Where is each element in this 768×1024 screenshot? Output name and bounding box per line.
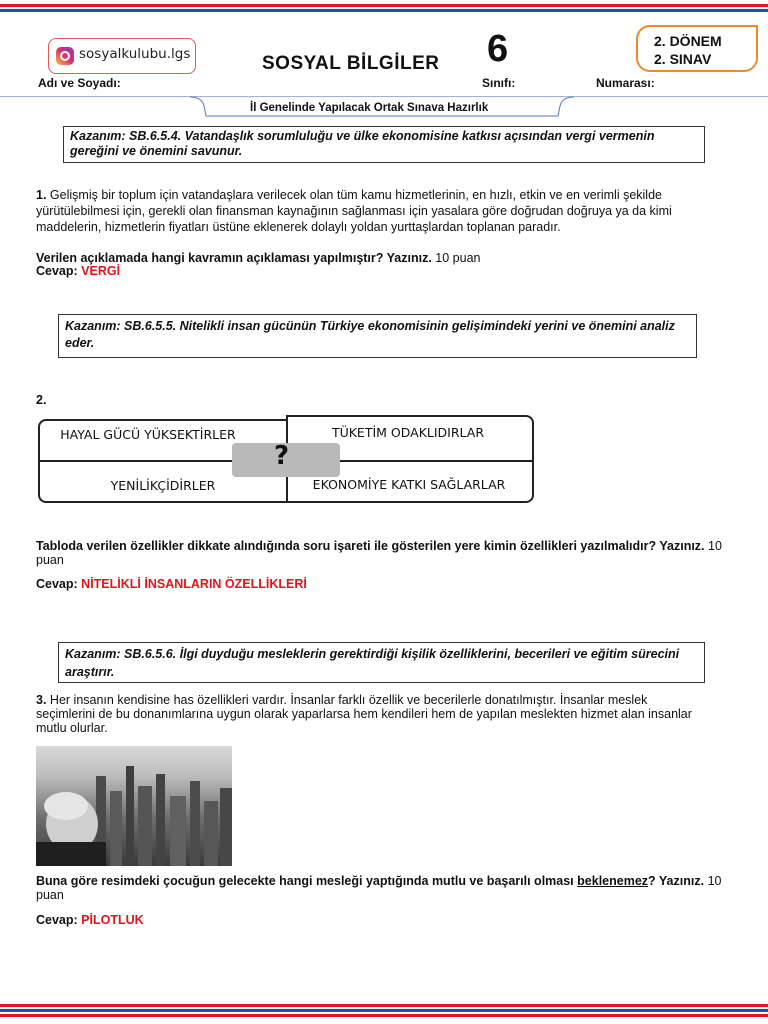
name-label: Adı ve Soyadı: — [38, 76, 121, 90]
bottom-stripe-blue — [0, 1009, 768, 1012]
term-box — [636, 25, 758, 72]
q3-question-underlined: beklenemez — [577, 874, 649, 888]
q1-text: Gelişmiş bir toplum için vatandaşlara verilecek olan tüm kamu hizmetlerinin, en hızlı, etkin ve en verimli şekilde yürütülebilmesi için, gerekli olan finansman kaynağının sağlanması için yasalara göre doğrudan doğruya ya da kimi maddelerin, hizmetlerin fiyatları üstüne eklenerek dolaylı yoldan yurttaşlardan toplanan paradır. — [36, 188, 672, 234]
top-stripe-blue — [0, 9, 768, 12]
bottom-stripe-red-2 — [0, 1014, 768, 1017]
term-line-1: 2. DÖNEM — [654, 33, 722, 49]
q3-answer-label: Cevap: — [36, 913, 78, 927]
q3-paragraph — [36, 693, 701, 735]
q2-answer: NİTELİKLİ İNSANLARIN ÖZELLİKLERİ — [81, 577, 307, 591]
q2-answer-label: Cevap: — [36, 577, 78, 591]
q3-question-pre: Buna göre resimdeki çocuğun gelecekte hangi mesleği yaptığında mutlu ve başarılı olması — [36, 874, 574, 888]
q3-points: 10 puan — [36, 874, 722, 902]
q3-photo — [36, 746, 232, 866]
q1-answer: VERGİ — [81, 264, 121, 278]
q2-cell-4: EKONOMİYE KATKI SAĞLARLAR — [312, 477, 506, 492]
kazanim-box-1: Kazanım: SB.6.5.4. Vatandaşlık sorumluluğu ve ülke ekonomisine katkısı açısından vergi vermenin gereğini ve önemini savunur. — [63, 126, 705, 163]
grade-number: 6 — [487, 28, 509, 70]
q3-question-line — [36, 874, 736, 902]
kazanim-box-2: Kazanım: SB.6.5.5. Nitelikli insan gücünün Türkiye ekonomisinin gelişimindeki yerini ve önemini analiz eder. — [58, 314, 697, 358]
q1-question: Verilen açıklamada hangi kavramın açıklaması yapılmıştır? Yazınız. — [36, 251, 432, 265]
city-skyline-illustration — [36, 746, 232, 866]
logo-box — [48, 38, 196, 74]
q2-number: 2. — [36, 393, 47, 407]
top-stripe-red — [0, 4, 768, 7]
q2-points: 10 puan — [36, 539, 722, 567]
instagram-icon — [56, 47, 74, 65]
q2-question: Tabloda verilen özellikler dikkate alındığında soru işareti ile gösterilen yere kimin özellikleri yazılmalıdır? Yazınız. — [36, 539, 705, 553]
q3-answer-line — [36, 912, 144, 928]
q1-answer-line — [36, 263, 120, 279]
q1-points: 10 puan — [435, 251, 481, 265]
bottom-stripe-red — [0, 1004, 768, 1007]
q3-number: 3. — [36, 693, 47, 707]
q1-answer-label: Cevap: — [36, 264, 78, 278]
number-label: Numarası: — [596, 76, 655, 90]
term-line-2: 2. SINAV — [654, 51, 712, 67]
kazanim-box-3: Kazanım: SB.6.5.6. İlgi duyduğu mesleklerin gerektirdiği kişilik özelliklerini, becerileri ve eğitim sürecini araştırır. — [58, 642, 705, 683]
q2-center-mark: ? — [274, 441, 290, 471]
q1-paragraph — [36, 187, 722, 235]
q3-text: Her insanın kendisine has özellikleri vardır. İnsanlar farklı özellik ve becerilerle donatılmıştır. İnsanlar meslek seçimlerini de bu donanımlarına uygun olarak yaparlarsa hem kendileri hem de yapılan meslekten hizmet alan insanlar mutlu olurlar. — [36, 693, 692, 735]
q1-question-line — [36, 250, 736, 266]
q1-number: 1. — [36, 188, 47, 202]
q2-cell-3: YENİLİKÇİDİRLER — [110, 478, 216, 493]
q2-table — [38, 415, 534, 503]
q3-question-post: ? Yazınız. — [648, 874, 705, 888]
q2-answer-line — [36, 576, 307, 592]
q2-cell-1: HAYAL GÜCÜ YÜKSEKTİRLER — [60, 427, 236, 442]
logo-text: sosyalkulubu.lgs — [79, 46, 191, 62]
q3-answer: PİLOTLUK — [81, 913, 144, 927]
subject-title: SOSYAL BİLGİLER — [262, 53, 440, 74]
q2-cell-2: TÜKETİM ODAKLIDIRLAR — [331, 425, 485, 440]
q2-question-line — [36, 539, 726, 567]
banner-text: İl Genelinde Yapılacak Ortak Sınava Hazırlık — [250, 102, 489, 114]
class-label: Sınıfı: — [482, 76, 516, 90]
